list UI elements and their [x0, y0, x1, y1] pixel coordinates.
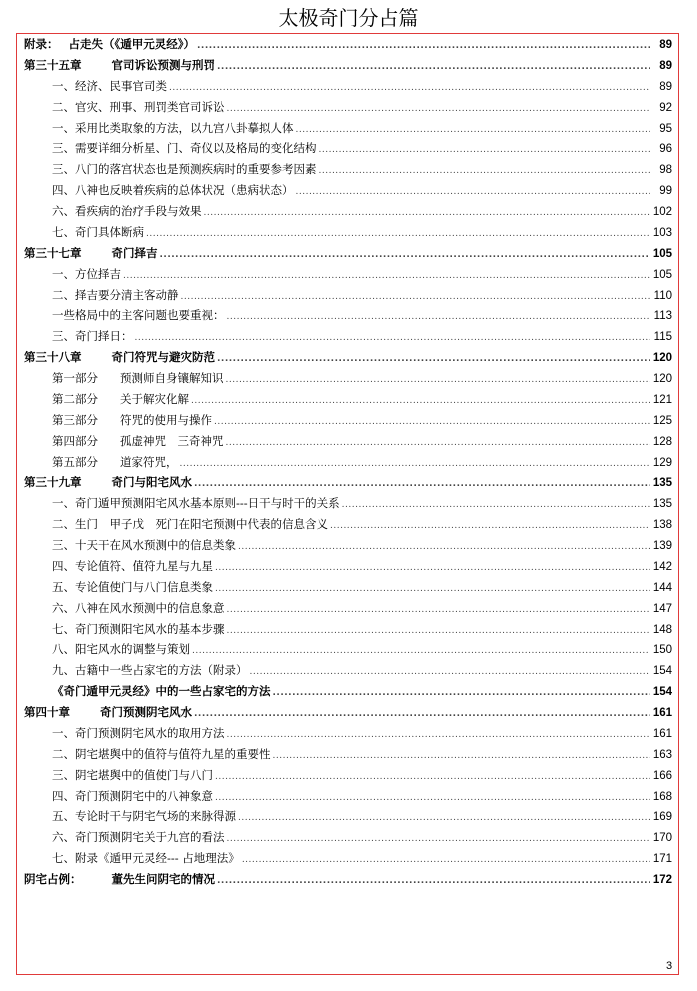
toc-entry-page: 139: [652, 540, 672, 552]
toc-entry[interactable]: [24, 370, 672, 391]
toc-entry[interactable]: [24, 161, 672, 182]
toc-entry[interactable]: [24, 558, 672, 579]
toc-entry-page: 89: [659, 80, 672, 93]
toc-entry[interactable]: [24, 621, 672, 642]
toc-entry-page: 172: [652, 874, 672, 886]
toc-entry-number: 第四十章: [24, 705, 70, 719]
dot-leader: [215, 584, 650, 594]
toc-entry[interactable]: [24, 767, 672, 788]
dot-leader: [250, 667, 651, 677]
toc-entry[interactable]: [24, 140, 672, 161]
toc-entry-page: 96: [659, 143, 672, 156]
toc-entry[interactable]: [24, 454, 672, 475]
dot-leader: [273, 688, 651, 698]
toc-entry-title: 二、官灾、刑事、刑罚类官司诉讼: [52, 99, 225, 114]
dot-leader: [273, 751, 651, 761]
toc-entry-page: 166: [652, 769, 672, 782]
toc-entry-title: 孤虚神咒 三奇神咒: [120, 433, 224, 448]
toc-entry[interactable]: [24, 850, 672, 871]
toc-entry-title: 五、专论值使门与八门信息类象: [52, 579, 213, 594]
toc-entry-page: 120: [652, 352, 672, 365]
dot-leader: [238, 542, 650, 552]
toc-entry-page: 125: [652, 414, 672, 427]
toc-entry-title: 六、看疾病的治疗手段与效果: [52, 204, 202, 218]
dot-leader: [215, 793, 650, 803]
toc-entry-number: 附录：: [24, 37, 59, 51]
toc-entry-title: 奇门符咒与避灾防范: [111, 350, 215, 365]
toc-entry-title: 三、奇门择日：: [52, 329, 133, 344]
dot-leader: [194, 709, 650, 719]
toc-entry-title: 四、八神也反映着疾病的总体状况（患病状态）: [52, 183, 294, 198]
toc-entry-title: 三、八门的落宫状态也是预测疾病时的重要参考因素: [52, 162, 317, 177]
toc-entry[interactable]: [24, 224, 672, 245]
dot-leader: [319, 166, 651, 176]
toc-entry-page: 161: [652, 707, 672, 719]
toc-entry-title: 一、经济、民事官司类: [52, 78, 167, 93]
toc-entry-title: 七、奇门具体断病: [52, 224, 144, 239]
dot-leader: [226, 438, 651, 448]
toc-entry-page: 98: [659, 164, 672, 177]
toc-entry-page: 135: [652, 477, 672, 490]
toc-entry-page: 163: [652, 748, 672, 761]
toc-entry-title: 六、奇门预测阴宅关于九宫的看法: [52, 830, 225, 845]
toc-entry-title: 一些格局中的主客问题也要重视：: [52, 308, 225, 323]
toc-entry-page: 92: [659, 101, 672, 114]
toc-entry-page: 147: [652, 602, 672, 615]
toc-entry-number: 第三部分: [52, 412, 98, 427]
toc-entry-number: 第三十九章: [24, 475, 82, 490]
dot-leader: [319, 145, 651, 155]
dot-leader: [215, 772, 650, 782]
toc-entry[interactable]: [24, 516, 672, 537]
toc-entry[interactable]: [24, 36, 672, 57]
toc-entry-number: 阴宅占例：: [24, 872, 82, 886]
toc-entry-number: 第五部分: [52, 454, 98, 469]
dot-leader: [135, 333, 651, 343]
toc-entry-page: 154: [652, 686, 672, 699]
toc-entry[interactable]: [24, 203, 672, 224]
toc-entry-title: 六、八神在风水预测中的信息象意: [52, 600, 225, 615]
toc-entry-title: 七、奇门预测阳宅风水的基本步骤: [52, 621, 225, 636]
toc-entry-page: 89: [659, 59, 672, 72]
toc-entry[interactable]: [24, 120, 672, 141]
toc-entry-page: 169: [652, 811, 672, 824]
table-of-contents: [24, 36, 672, 892]
dot-leader: [227, 104, 651, 114]
toc-entry[interactable]: [24, 433, 672, 454]
toc-entry-title: 三、十天干在风水预测中的信息类象: [52, 538, 236, 552]
toc-entry[interactable]: [24, 579, 672, 600]
toc-entry-title: 一、方位择吉: [52, 266, 121, 281]
dot-leader: [191, 396, 650, 406]
toc-entry[interactable]: [24, 474, 672, 495]
dot-leader: [342, 500, 650, 510]
toc-entry-page: 170: [652, 832, 672, 845]
toc-entry-page: 102: [652, 206, 672, 218]
dot-leader: [204, 208, 651, 218]
dot-leader: [217, 354, 650, 364]
toc-entry[interactable]: [24, 829, 672, 850]
dot-leader: [146, 229, 650, 239]
dot-leader: [194, 479, 650, 489]
toc-entry[interactable]: [24, 287, 672, 308]
toc-entry-title: 奇门择吉: [111, 245, 158, 260]
toc-entry-title: 九、古籍中一些占家宅的方法（附录）: [52, 663, 248, 678]
toc-entry-number: 第三十八章: [24, 350, 82, 365]
toc-entry-number: 第三十五章: [24, 57, 82, 72]
toc-entry[interactable]: [24, 725, 672, 746]
toc-entry-number: 第一部分: [52, 371, 98, 385]
toc-entry[interactable]: [24, 245, 672, 266]
dot-leader: [227, 312, 651, 322]
toc-entry-page: 115: [653, 331, 672, 344]
page-number: 3: [666, 960, 673, 972]
toc-entry-page: 148: [652, 623, 672, 636]
dot-leader: [330, 521, 650, 531]
dot-leader: [123, 271, 650, 281]
toc-entry-title: 四、奇门预测阴宅中的八神象意: [52, 788, 213, 803]
toc-entry-page: 121: [652, 393, 672, 406]
toc-entry[interactable]: [24, 600, 672, 621]
toc-entry-title: 八、阳宅风水的调整与策划: [52, 642, 190, 657]
toc-entry-page: 142: [652, 560, 672, 573]
toc-entry-number: 第四部分: [52, 433, 98, 448]
dot-leader: [214, 417, 650, 427]
dot-leader: [227, 730, 651, 740]
dot-leader: [217, 62, 650, 72]
dot-leader: [192, 646, 650, 656]
toc-entry-page: 95: [659, 122, 672, 135]
toc-entry[interactable]: [24, 746, 672, 767]
toc-entry-page: 105: [652, 268, 672, 281]
toc-entry-title: 《奇门遁甲元灵经》中的一些占家宅的方法: [52, 684, 271, 699]
toc-entry-page: 138: [652, 519, 672, 532]
toc-entry[interactable]: [24, 641, 672, 662]
page-title: 太极奇门分占篇: [278, 6, 419, 30]
toc-entry-page: 135: [652, 498, 672, 511]
toc-entry-page: 161: [652, 727, 672, 740]
dot-leader: [226, 375, 651, 385]
toc-entry[interactable]: [24, 412, 672, 433]
toc-entry-title: 四、专论值符、值符九星与九星: [52, 558, 213, 573]
dot-leader: [242, 855, 650, 865]
toc-entry-page: 129: [652, 456, 672, 469]
toc-entry-page: 154: [652, 665, 672, 678]
toc-entry-title: 关于解灾化解: [120, 391, 189, 406]
toc-entry[interactable]: [24, 328, 672, 349]
dot-leader: [169, 83, 650, 93]
toc-entry-title: 二、择吉要分清主客动静: [52, 287, 179, 302]
dot-leader: [180, 459, 651, 469]
toc-entry-title: 预测师自身镶解知识: [120, 371, 224, 385]
toc-entry-page: 89: [659, 39, 672, 51]
toc-entry-page: 110: [653, 289, 672, 302]
toc-entry-number: 第二部分: [52, 391, 98, 406]
toc-entry-title: 七、附录《遁甲元灵经--- 占地理法》: [52, 851, 240, 866]
toc-entry[interactable]: [24, 99, 672, 120]
dot-leader: [296, 125, 651, 135]
toc-entry-title: 占走失（《遁甲元灵经》）: [68, 37, 195, 51]
toc-entry-title: 奇门预测阴宅风水: [100, 705, 192, 719]
toc-entry-title: 三、阴宅堪舆中的值使门与八门: [52, 767, 213, 782]
toc-entry-page: 171: [652, 853, 672, 866]
toc-entry-title: 一、奇门预测阴宅风水的取用方法: [52, 725, 225, 740]
toc-entry-page: 99: [659, 185, 672, 198]
toc-entry-page: 168: [652, 790, 672, 803]
toc-entry-title: 五、专论时干与阴宅气场的来脉得源: [52, 809, 236, 824]
dot-leader: [238, 813, 650, 823]
toc-entry-title: 官司诉讼预测与刑罚: [111, 57, 215, 72]
toc-entry-title: 符咒的使用与操作: [120, 412, 212, 427]
toc-entry[interactable]: [24, 307, 672, 328]
toc-entry-page: 113: [653, 310, 672, 323]
toc-entry-page: 120: [652, 373, 672, 385]
toc-entry-title: 一、奇门遁甲预测阳宅风水基本原则---日干与时干的关系: [52, 496, 340, 511]
toc-entry-title: 三、需要详细分析星、门、奇仪以及格局的变化结构: [52, 141, 317, 156]
toc-entry[interactable]: [24, 871, 672, 892]
dot-leader: [296, 187, 651, 197]
toc-entry-title: 奇门与阳宅风水: [111, 475, 192, 490]
toc-entry[interactable]: [24, 349, 672, 370]
toc-entry-page: 103: [652, 226, 672, 239]
toc-entry-title: 二、生门 甲子戊 死门在阳宅预测中代表的信息含义: [52, 517, 328, 532]
toc-entry-page: 128: [652, 435, 672, 448]
toc-entry[interactable]: [24, 683, 672, 704]
toc-entry-title: 董先生问阴宅的情况: [111, 872, 215, 886]
toc-entry-title: 一、采用比类取象的方法，以九宫八卦摹拟人体: [52, 120, 294, 135]
dot-leader: [227, 834, 651, 844]
dot-leader: [227, 605, 651, 615]
dot-leader: [227, 626, 651, 636]
dot-leader: [160, 250, 651, 260]
toc-entry-title: 二、阴宅堪舆中的值符与值符九星的重要性: [52, 746, 271, 761]
toc-entry[interactable]: [24, 182, 672, 203]
toc-entry-page: 150: [652, 644, 672, 657]
toc-entry[interactable]: [24, 808, 672, 829]
toc-entry[interactable]: [24, 495, 672, 516]
toc-entry[interactable]: [24, 57, 672, 78]
toc-entry[interactable]: [24, 391, 672, 412]
toc-entry[interactable]: [24, 78, 672, 99]
toc-entry[interactable]: [24, 537, 672, 558]
dot-leader: [197, 41, 650, 51]
toc-entry[interactable]: [24, 704, 672, 725]
toc-entry-number: 第三十七章: [24, 245, 82, 260]
toc-entry-title: 道家符咒，: [120, 454, 178, 469]
dot-leader: [217, 876, 650, 886]
toc-entry-page: 144: [652, 581, 672, 594]
toc-entry[interactable]: [24, 266, 672, 287]
dot-leader: [215, 563, 650, 573]
toc-entry-page: 105: [652, 247, 672, 260]
dot-leader: [181, 292, 651, 302]
toc-entry[interactable]: [24, 662, 672, 683]
toc-entry[interactable]: [24, 788, 672, 809]
